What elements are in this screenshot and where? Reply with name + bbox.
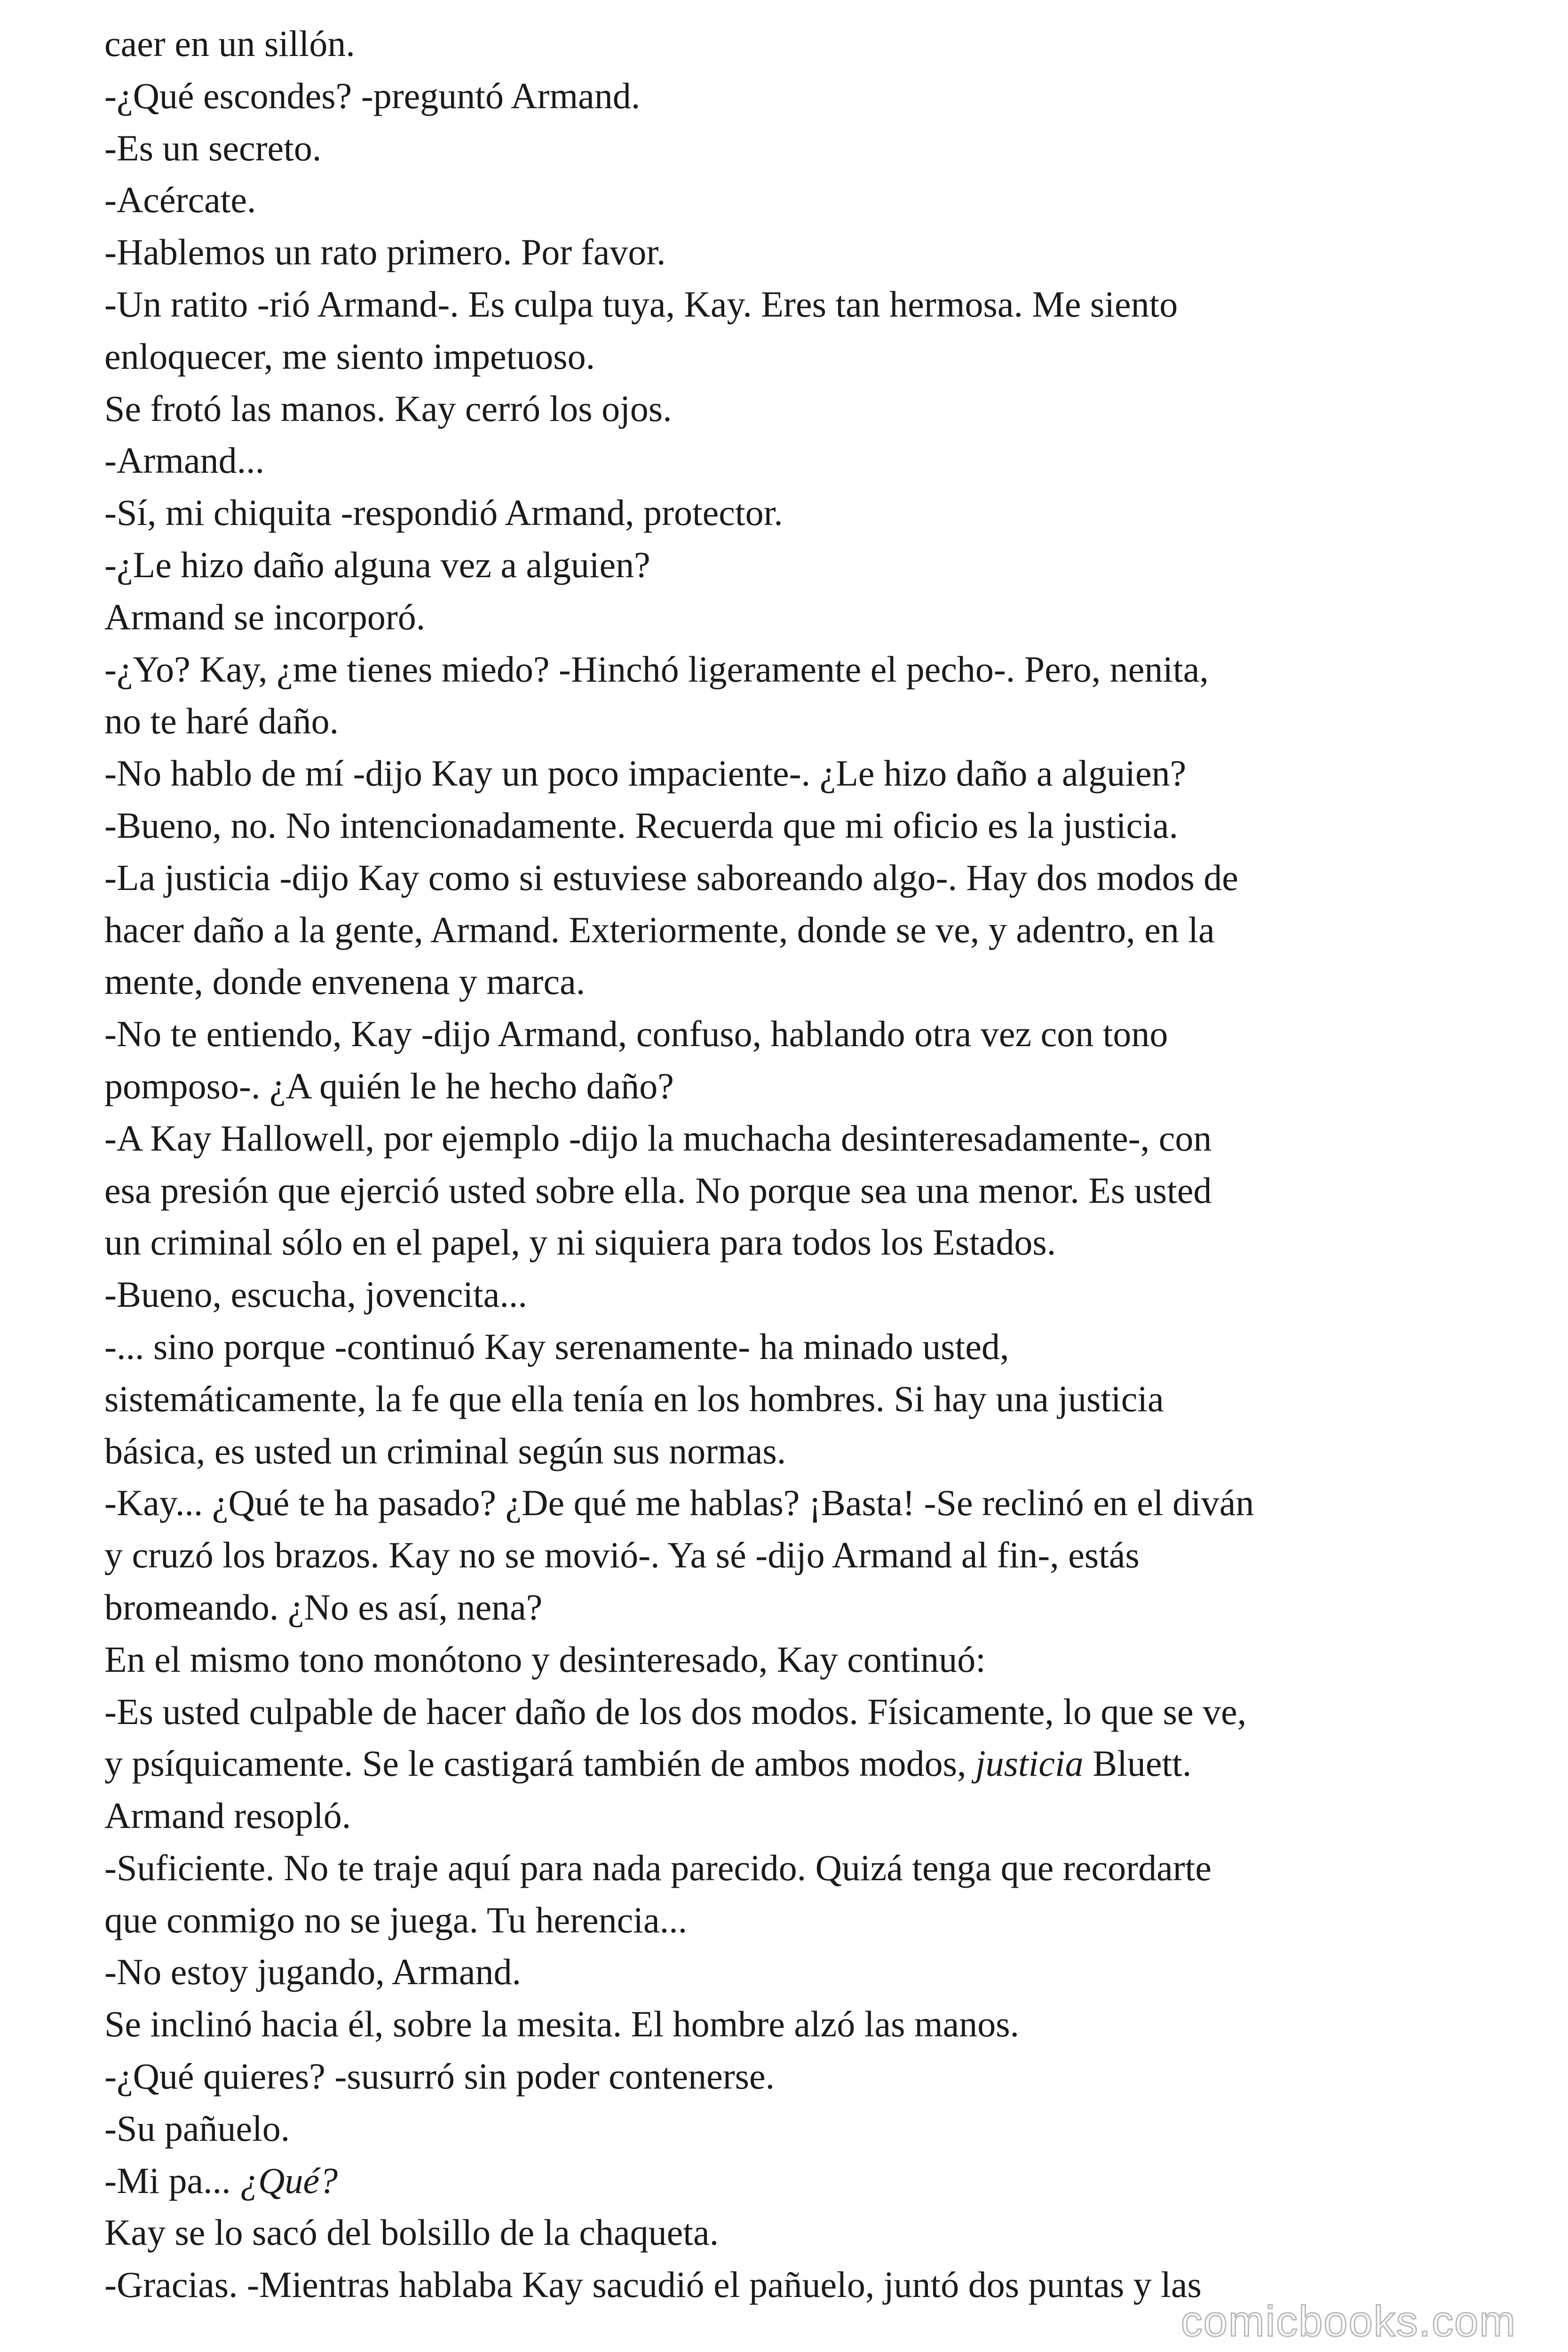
line-text: hacer daño a la gente, Armand. Exteriormente, donde se ve, y adentro, en la bbox=[104, 909, 1215, 950]
line-text: -La justicia -dijo Kay como si estuviese saboreando algo-. Hay dos modos de bbox=[104, 857, 1238, 898]
line-text: Kay se lo sacó del bolsillo de la chaqueta. bbox=[104, 2212, 719, 2253]
line-text: Se inclinó hacia él, sobre la mesita. El hombre alzó las manos. bbox=[104, 2003, 1020, 2045]
text-line bbox=[104, 278, 1492, 331]
text-line bbox=[104, 1946, 1492, 1998]
line-text: -No te entiendo, Kay -dijo Armand, confuso, hablando otra vez con tono bbox=[104, 1013, 1168, 1055]
line-text: -Mi pa... bbox=[104, 2160, 240, 2201]
text-line bbox=[104, 1477, 1492, 1529]
text-line bbox=[104, 1581, 1492, 1634]
line-text: -Armand... bbox=[104, 440, 265, 481]
line-text: -Gracias. -Mientras hablaba Kay sacudió el pañuelo, juntó dos puntas y las bbox=[104, 2264, 1202, 2305]
text-line bbox=[104, 331, 1492, 383]
line-text: -Sí, mi chiquita -respondió Armand, protector. bbox=[104, 492, 783, 533]
text-line bbox=[104, 1738, 1492, 1790]
line-text: -Un ratito -rió Armand-. Es culpa tuya, Kay. Eres tan hermosa. Me siento bbox=[104, 283, 1178, 325]
line-text: Armand resopló. bbox=[104, 1795, 351, 1836]
text-line bbox=[104, 435, 1492, 487]
line-text: -Hablemos un rato primero. Por favor. bbox=[104, 231, 666, 273]
text-line bbox=[104, 18, 1492, 70]
text-line bbox=[104, 1165, 1492, 1217]
text-line bbox=[104, 383, 1492, 435]
line-text: caer en un sillón. bbox=[104, 23, 355, 64]
text-line bbox=[104, 1008, 1492, 1060]
line-text: mente, donde envenena y marca. bbox=[104, 961, 586, 1002]
line-text: -¿Qué quieres? -susurró sin poder contenerse. bbox=[104, 2056, 775, 2097]
line-text: -Kay... ¿Qué te ha pasado? ¿De qué me hablas? ¡Basta! -Se reclinó en el diván bbox=[104, 1482, 1254, 1524]
text-line bbox=[104, 1790, 1492, 1842]
italic-text: justicia bbox=[975, 1743, 1084, 1784]
line-text: no te haré daño. bbox=[104, 700, 339, 742]
text-line bbox=[104, 591, 1492, 644]
text-line bbox=[104, 852, 1492, 904]
text-line bbox=[104, 1373, 1492, 1425]
text-line bbox=[104, 1634, 1492, 1686]
text-line bbox=[104, 2050, 1492, 2103]
text-line bbox=[104, 174, 1492, 226]
text-line bbox=[104, 2103, 1492, 2155]
line-text: -A Kay Hallowell, por ejemplo -dijo la muchacha desinteresadamente-, con bbox=[104, 1117, 1212, 1159]
text-line bbox=[104, 956, 1492, 1008]
line-text: bromeando. ¿No es así, nena? bbox=[104, 1586, 543, 1628]
line-text-after: Bluett. bbox=[1083, 1743, 1192, 1784]
text-line bbox=[104, 1269, 1492, 1321]
line-text: -Acércate. bbox=[104, 179, 256, 221]
text-line bbox=[104, 1998, 1492, 2050]
line-text: -No hablo de mí -dijo Kay un poco impaciente-. ¿Le hizo daño a alguien? bbox=[104, 753, 1187, 794]
line-text: -¿Le hizo daño alguna vez a alguien? bbox=[104, 544, 650, 585]
text-line bbox=[104, 1060, 1492, 1112]
line-text: básica, es usted un criminal según sus normas. bbox=[104, 1430, 786, 1471]
line-text: En el mismo tono monótono y desinteresado, Kay continuó: bbox=[104, 1638, 986, 1680]
line-text: -Bueno, escucha, jovencita... bbox=[104, 1274, 527, 1315]
line-text: un criminal sólo en el papel, y ni siquiera para todos los Estados. bbox=[104, 1222, 1056, 1263]
text-line bbox=[104, 1529, 1492, 1581]
line-text: -... sino porque -continuó Kay serenamente- ha minado usted, bbox=[104, 1326, 1009, 1367]
italic-text: ¿Qué? bbox=[240, 2160, 338, 2201]
line-text: Se frotó las manos. Kay cerró los ojos. bbox=[104, 388, 672, 429]
text-line bbox=[104, 70, 1492, 122]
line-text: y cruzó los brazos. Kay no se movió-. Ya sé -dijo Armand al fin-, estás bbox=[104, 1534, 1140, 1576]
text-line bbox=[104, 226, 1492, 278]
line-text: Armand se incorporó. bbox=[104, 596, 426, 637]
text-line bbox=[104, 747, 1492, 800]
line-text: -Suficiente. No te traje aquí para nada parecido. Quizá tenga que recordarte bbox=[104, 1847, 1212, 1888]
line-text: -Bueno, no. No intencionadamente. Recuerda que mi oficio es la justicia. bbox=[104, 804, 1178, 846]
page-body bbox=[104, 18, 1492, 2311]
line-text: -No estoy jugando, Armand. bbox=[104, 1951, 522, 1993]
text-line bbox=[104, 1321, 1492, 1373]
line-text: sistemáticamente, la fe que ella tenía en los hombres. Si hay una justicia bbox=[104, 1378, 1164, 1419]
text-line bbox=[104, 122, 1492, 175]
text-line bbox=[104, 904, 1492, 956]
text-line bbox=[104, 487, 1492, 539]
line-text: esa presión que ejerció usted sobre ella. No porque sea una menor. Es usted bbox=[104, 1169, 1212, 1211]
text-line bbox=[104, 1112, 1492, 1165]
line-text: -¿Qué escondes? -preguntó Armand. bbox=[104, 75, 641, 116]
text-line bbox=[104, 644, 1492, 696]
line-text: enloquecer, me siento impetuoso. bbox=[104, 335, 595, 377]
line-text: y psíquicamente. Se le castigará también de ambos modos, bbox=[104, 1743, 976, 1784]
text-line bbox=[104, 1425, 1492, 1478]
line-text: -Su pañuelo. bbox=[104, 2107, 290, 2149]
line-text: pomposo-. ¿A quién le he hecho daño? bbox=[104, 1065, 674, 1106]
line-text: -¿Yo? Kay, ¿me tienes miedo? -Hinchó ligeramente el pecho-. Pero, nenita, bbox=[104, 648, 1209, 690]
text-line bbox=[104, 800, 1492, 852]
line-text: -Es un secreto. bbox=[104, 127, 322, 168]
text-line bbox=[104, 695, 1492, 747]
text-line bbox=[104, 1842, 1492, 1894]
line-text: -Es usted culpable de hacer daño de los dos modos. Físicamente, lo que se ve, bbox=[104, 1691, 1247, 1732]
text-line bbox=[104, 1894, 1492, 1947]
watermark: comicbooks.com bbox=[1180, 2297, 1516, 2345]
text-line bbox=[104, 2207, 1492, 2259]
text-line bbox=[104, 1216, 1492, 1269]
line-text: que conmigo no se juega. Tu herencia... bbox=[104, 1899, 688, 1940]
text-line bbox=[104, 539, 1492, 591]
text-line bbox=[104, 1686, 1492, 1738]
text-line bbox=[104, 2155, 1492, 2207]
